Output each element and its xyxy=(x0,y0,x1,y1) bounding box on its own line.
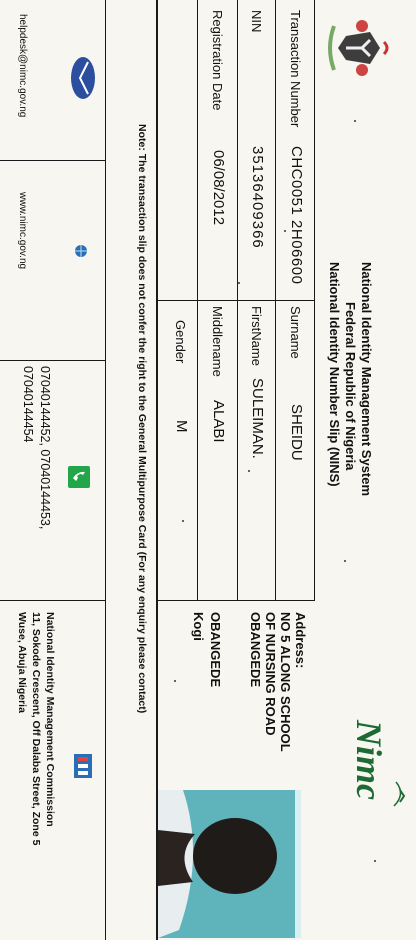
header-line-3: National Identity Number Slip (NINS) xyxy=(327,262,342,487)
phone-icon xyxy=(68,466,90,488)
phone-line-2: 07040144454 xyxy=(21,366,35,443)
divider xyxy=(158,300,315,301)
nin-label: NIN xyxy=(249,10,264,33)
registration-date-label: Registration Date xyxy=(210,10,225,111)
divider xyxy=(105,0,106,940)
address-town: OBANGEDE xyxy=(208,612,223,688)
divider xyxy=(0,160,106,161)
transaction-label: Transaction Number xyxy=(288,10,303,128)
helpdesk-email: helpdesk@nimc.gov.ng xyxy=(17,14,28,118)
passport-photo xyxy=(158,790,301,938)
building-icon xyxy=(72,754,94,778)
nin-value: 35136409366 xyxy=(249,146,266,249)
office-line-2: 11, Sokode Crescent, Off Dalaba Street, Zone 5 xyxy=(30,612,42,846)
middlename-value: ALABI xyxy=(210,400,227,443)
speck xyxy=(284,230,286,232)
header-line-1: National Identity Management System xyxy=(359,262,374,497)
surname-label: Surname xyxy=(288,306,303,359)
gender-label: Gender xyxy=(173,320,188,364)
office-line-1: National Identity Management Commission xyxy=(44,612,56,827)
divider xyxy=(0,360,106,361)
transaction-value: CHC0051 2H06600 xyxy=(288,146,305,285)
phone-line-1: 07040144452, 07040144453, xyxy=(38,366,52,530)
speck xyxy=(354,120,356,122)
divider xyxy=(158,600,315,601)
speck xyxy=(374,860,376,862)
web-icon xyxy=(74,244,88,258)
speck xyxy=(344,560,346,562)
divider xyxy=(0,600,106,601)
header-line-2: Federal Republic of Nigeria xyxy=(343,302,358,471)
address-line: NO 5 ALONG SCHOOL xyxy=(278,612,293,752)
registration-date-value: 06/08/2012 xyxy=(210,150,227,226)
address-line: OF NURSING ROAD xyxy=(263,612,278,736)
middlename-label: Middlename xyxy=(210,306,225,377)
firstname-label: FirstName xyxy=(249,306,264,366)
address-line: OBANGEDE xyxy=(248,612,263,688)
firstname-value: SULEIMAN. xyxy=(249,378,266,459)
envelope-icon xyxy=(70,56,96,100)
office-line-3: Wuse, Abuja Nigeria xyxy=(16,612,28,713)
speck xyxy=(174,680,176,682)
address-state: Kogi xyxy=(191,612,206,641)
note-text: Note: The transaction slip does not confer the right to the General Multipurpose Card (For any enquiry please contact) xyxy=(136,124,148,714)
speck xyxy=(238,282,240,284)
gender-value: M xyxy=(173,420,190,433)
speck xyxy=(248,470,250,472)
website: www.nimc.gov.ng xyxy=(17,192,28,270)
nimc-logo-text: Nimc xyxy=(349,720,389,800)
coat-of-arms-icon xyxy=(322,18,392,78)
speck xyxy=(182,520,184,522)
surname-value: SHEIDU xyxy=(288,404,305,461)
address-label: Address: xyxy=(293,612,308,669)
